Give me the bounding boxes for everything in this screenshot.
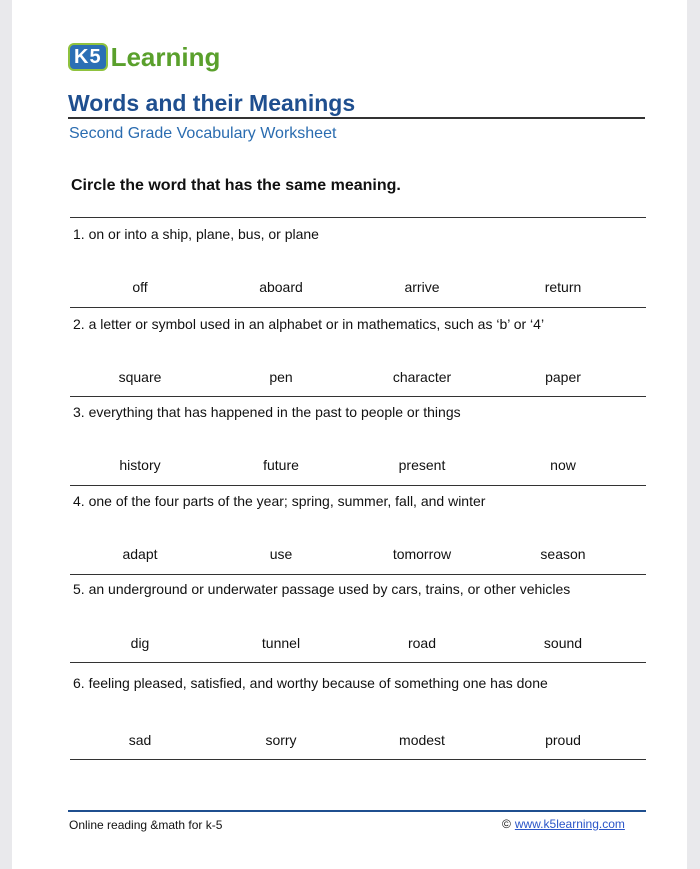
title-rule bbox=[68, 117, 645, 119]
page-title: Words and their Meanings bbox=[68, 90, 356, 116]
k5-logo bbox=[68, 40, 220, 74]
choice-2-2[interactable]: pen bbox=[269, 369, 293, 385]
divider bbox=[70, 485, 646, 486]
choice-3-3[interactable]: present bbox=[398, 457, 446, 473]
divider bbox=[70, 662, 646, 663]
choice-2-3[interactable]: character bbox=[392, 369, 452, 385]
footer-credit bbox=[502, 817, 625, 831]
question-5: 5. an underground or underwater passage used by cars, trains, or other vehicles bbox=[73, 581, 571, 597]
choice-2-4[interactable]: paper bbox=[545, 369, 581, 385]
divider bbox=[70, 574, 646, 575]
question-4: 4. one of the four parts of the year; spring, summer, fall, and winter bbox=[73, 493, 486, 509]
choice-1-4[interactable]: return bbox=[544, 279, 582, 295]
divider bbox=[70, 307, 646, 308]
choice-5-1[interactable]: dig bbox=[130, 635, 150, 651]
footer-tagline: Online reading &math for k-5 bbox=[69, 818, 223, 832]
choice-2-1[interactable]: square bbox=[118, 369, 162, 385]
choice-1-3[interactable]: arrive bbox=[404, 279, 440, 295]
question-3: 3. everything that has happened in the past to people or things bbox=[73, 404, 461, 420]
logo-word: Learning bbox=[110, 41, 221, 72]
choice-3-4[interactable]: now bbox=[550, 457, 576, 473]
divider bbox=[70, 396, 646, 397]
choice-4-4[interactable]: season bbox=[540, 546, 586, 562]
choice-5-4[interactable]: sound bbox=[543, 635, 583, 651]
question-6: 6. feeling pleased, satisfied, and worthy because of something one has done bbox=[73, 675, 548, 691]
divider bbox=[70, 759, 646, 760]
choice-6-2[interactable]: sorry bbox=[265, 732, 297, 748]
footer-website-link[interactable]: www.k5learning.com bbox=[514, 817, 625, 831]
divider bbox=[70, 217, 646, 218]
choice-6-1[interactable]: sad bbox=[128, 732, 152, 748]
choice-5-2[interactable]: tunnel bbox=[261, 635, 301, 651]
choice-3-1[interactable]: history bbox=[119, 457, 161, 473]
choice-3-2[interactable]: future bbox=[263, 457, 299, 473]
choice-5-3[interactable]: road bbox=[407, 635, 437, 651]
choice-6-4[interactable]: proud bbox=[545, 732, 581, 748]
copyright-symbol: © bbox=[502, 817, 511, 831]
footer-rule bbox=[68, 810, 646, 812]
choice-1-2[interactable]: aboard bbox=[259, 279, 303, 295]
choice-1-1[interactable]: off bbox=[132, 279, 148, 295]
question-2: 2. a letter or symbol used in an alphabet or in mathematics, such as ‘b’ or ‘4’ bbox=[73, 316, 545, 332]
choice-6-3[interactable]: modest bbox=[399, 732, 445, 748]
choice-4-3[interactable]: tomorrow bbox=[392, 546, 452, 562]
question-1: 1. on or into a ship, plane, bus, or plane bbox=[73, 226, 319, 242]
worksheet-page bbox=[12, 0, 687, 869]
page-subtitle: Second Grade Vocabulary Worksheet bbox=[69, 125, 337, 142]
choice-4-2[interactable]: use bbox=[269, 546, 293, 562]
instruction: Circle the word that has the same meaning. bbox=[71, 177, 401, 194]
logo-badge: K5 bbox=[68, 43, 108, 71]
choice-4-1[interactable]: adapt bbox=[122, 546, 158, 562]
